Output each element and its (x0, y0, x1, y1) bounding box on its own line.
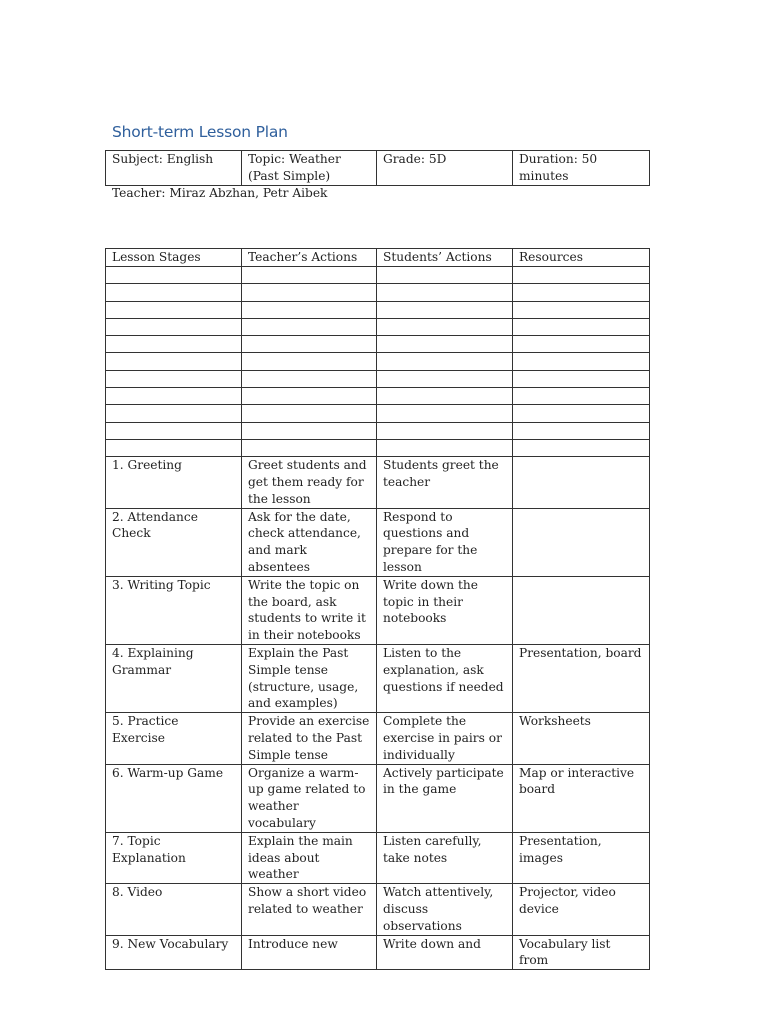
empty-cell (377, 336, 513, 353)
empty-row (106, 388, 650, 405)
empty-cell (242, 388, 377, 405)
student-actions-cell: Write down the topic in their notebooks (377, 576, 513, 644)
teacher-actions-cell: Show a short video related to weather (242, 884, 377, 935)
resources-cell: Presentation, board (513, 645, 650, 713)
subject-cell: Subject: English (106, 151, 242, 186)
resources-cell: Map or interactive board (513, 764, 650, 832)
empty-row (106, 318, 650, 335)
resources-cell: Projector, video device (513, 884, 650, 935)
empty-cell (242, 439, 377, 456)
column-header: Students’ Actions (377, 249, 513, 267)
empty-cell (513, 405, 650, 422)
stage-cell: 7. Topic Explanation (106, 832, 242, 883)
empty-row (106, 439, 650, 456)
empty-row (106, 267, 650, 284)
stage-cell: 3. Writing Topic (106, 576, 242, 644)
empty-cell (242, 405, 377, 422)
empty-cell (377, 301, 513, 318)
empty-cell (513, 267, 650, 284)
resources-cell (513, 457, 650, 508)
empty-cell (106, 439, 242, 456)
empty-row (106, 422, 650, 439)
empty-cell (377, 370, 513, 387)
lesson-plan-table (105, 248, 650, 970)
empty-cell (513, 301, 650, 318)
resources-cell (513, 576, 650, 644)
empty-cell (377, 284, 513, 301)
empty-cell (242, 336, 377, 353)
empty-cell (106, 405, 242, 422)
empty-cell (106, 267, 242, 284)
empty-cell (377, 388, 513, 405)
lesson-info-row (106, 151, 650, 186)
empty-row (106, 405, 650, 422)
teacher-actions-cell: Provide an exercise related to the Past Simple tense (242, 713, 377, 764)
duration-cell: Duration: 50 minutes (513, 151, 650, 186)
empty-cell (106, 336, 242, 353)
table-row (106, 508, 650, 576)
empty-cell (513, 370, 650, 387)
table-row (106, 884, 650, 935)
stage-cell: 4. Explaining Grammar (106, 645, 242, 713)
empty-cell (513, 353, 650, 370)
empty-cell (106, 370, 242, 387)
column-header: Lesson Stages (106, 249, 242, 267)
stage-cell: 2. Attendance Check (106, 508, 242, 576)
stage-cell: 1. Greeting (106, 457, 242, 508)
empty-cell (377, 439, 513, 456)
table-row (106, 832, 650, 883)
student-actions-cell: Students greet the teacher (377, 457, 513, 508)
column-header-row (106, 249, 650, 267)
student-actions-cell: Write down and (377, 935, 513, 970)
empty-row (106, 370, 650, 387)
empty-cell (377, 353, 513, 370)
empty-row (106, 284, 650, 301)
empty-row (106, 336, 650, 353)
stage-cell: 5. Practice Exercise (106, 713, 242, 764)
empty-cell (106, 284, 242, 301)
column-header: Resources (513, 249, 650, 267)
student-actions-cell: Complete the exercise in pairs or individually (377, 713, 513, 764)
table-row (106, 764, 650, 832)
table-row (106, 576, 650, 644)
resources-cell (513, 508, 650, 576)
student-actions-cell: Watch attentively, discuss observations (377, 884, 513, 935)
teacher-actions-cell: Explain the Past Simple tense (structure, usage, and examples) (242, 645, 377, 713)
stage-cell: 6. Warm-up Game (106, 764, 242, 832)
table-row (106, 713, 650, 764)
teacher-actions-cell: Organize a warm-up game related to weather vocabulary (242, 764, 377, 832)
table-row (106, 935, 650, 970)
empty-cell (242, 422, 377, 439)
empty-cell (513, 336, 650, 353)
lesson-info-table (105, 150, 650, 186)
teacher-line: Teacher: Miraz Abzhan, Petr Aibek (112, 186, 328, 200)
teacher-actions-cell: Write the topic on the board, ask students to write it in their notebooks (242, 576, 377, 644)
resources-cell: Presentation, images (513, 832, 650, 883)
resources-cell: Worksheets (513, 713, 650, 764)
page-title: Short-term Lesson Plan (112, 123, 288, 141)
student-actions-cell: Listen to the explanation, ask questions if needed (377, 645, 513, 713)
empty-cell (242, 370, 377, 387)
teacher-actions-cell: Greet students and get them ready for the lesson (242, 457, 377, 508)
empty-cell (377, 422, 513, 439)
student-actions-cell: Respond to questions and prepare for the lesson (377, 508, 513, 576)
empty-cell (106, 422, 242, 439)
empty-cell (106, 318, 242, 335)
empty-cell (106, 301, 242, 318)
empty-cell (106, 353, 242, 370)
column-header: Teacher’s Actions (242, 249, 377, 267)
grade-cell: Grade: 5D (377, 151, 513, 186)
stage-cell: 9. New Vocabulary (106, 935, 242, 970)
topic-cell: Topic: Weather (Past Simple) (242, 151, 377, 186)
empty-cell (242, 284, 377, 301)
teacher-actions-cell: Explain the main ideas about weather (242, 832, 377, 883)
empty-cell (106, 388, 242, 405)
empty-cell (242, 318, 377, 335)
teacher-actions-cell: Introduce new (242, 935, 377, 970)
empty-cell (377, 267, 513, 284)
empty-cell (513, 284, 650, 301)
empty-row (106, 301, 650, 318)
student-actions-cell: Actively participate in the game (377, 764, 513, 832)
stage-cell: 8. Video (106, 884, 242, 935)
empty-cell (242, 353, 377, 370)
empty-cell (377, 318, 513, 335)
empty-cell (242, 267, 377, 284)
empty-row (106, 353, 650, 370)
table-row (106, 457, 650, 508)
empty-cell (377, 405, 513, 422)
teacher-actions-cell: Ask for the date, check attendance, and mark absentees (242, 508, 377, 576)
table-row (106, 645, 650, 713)
empty-cell (242, 301, 377, 318)
empty-cell (513, 318, 650, 335)
empty-cell (513, 439, 650, 456)
student-actions-cell: Listen carefully, take notes (377, 832, 513, 883)
empty-cell (513, 422, 650, 439)
empty-cell (513, 388, 650, 405)
resources-cell: Vocabulary list from (513, 935, 650, 970)
